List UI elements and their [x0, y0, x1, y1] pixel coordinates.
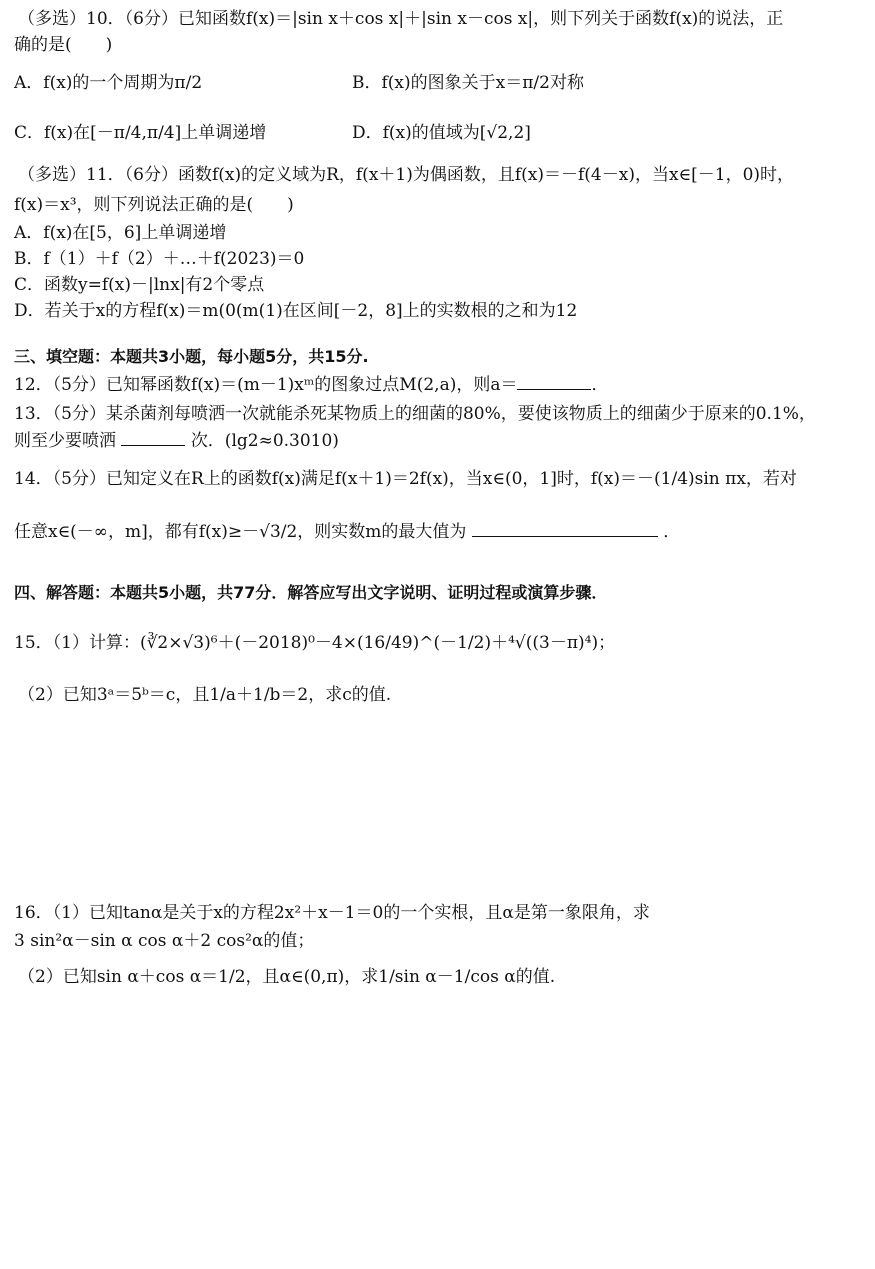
- q15-part2: （2）已知3ᵃ＝5ᵇ＝c，且1/a＋1/b＝2，求c的值.: [18, 685, 392, 705]
- q10-option-d: D．f(x)的值域为[√2,2]: [352, 123, 531, 143]
- q10-stem-line1: （多选）10．（6分）已知函数f(x)＝|sin x＋cos x|＋|sin x－cos x|，则下列关于函数f(x)的说法，正: [18, 9, 784, 29]
- answer-blank[interactable]: [472, 520, 658, 537]
- q14-line2: [14, 520, 680, 543]
- q13-line2: [14, 429, 339, 452]
- q16-part1-line1: 16．（1）已知tanα是关于x的方程2x²＋x－1＝0的一个实根，且α是第一象限角，求: [14, 903, 650, 923]
- q14-line1: 14．（5分）已知定义在R上的函数f(x)满足f(x＋1)＝2f(x)，当x∈(0，1]时，f(x)＝－(1/4)sin πx，若对: [14, 469, 797, 489]
- q14-line2-pre: 任意x∈(－∞，m]，都有f(x)≥－√3/2，则实数m的最大值为: [14, 522, 467, 542]
- answer-blank[interactable]: [121, 429, 185, 446]
- q12-text: [14, 373, 608, 396]
- q13-line2-post: 次．(lg2≈0.3010): [190, 431, 339, 451]
- answer-blank[interactable]: [517, 373, 591, 390]
- q11-option-a: A．f(x)在[5，6]上单调递增: [14, 223, 227, 243]
- q11-option-b: B．f（1）＋f（2）＋…＋f(2023)＝0: [14, 249, 305, 269]
- q16-part1-line2: 3 sin²α－sin α cos α＋2 cos²α的值；: [14, 931, 315, 951]
- q15-part1: 15．（1）计算：(∛2×√3)⁶＋(－2018)⁰－4×(16/49)^(－1/2)＋⁴√((3－π)⁴)；: [14, 633, 616, 653]
- q10-option-c: C．f(x)在[－π/4,π/4]上单调递增: [14, 123, 267, 143]
- section4-heading: 四、解答题：本题共5小题，共77分．解答应写出文字说明、证明过程或演算步骤．: [14, 583, 608, 602]
- q12-stem: 12．（5分）已知幂函数f(x)＝(m－1)xᵐ的图象过点M(2,a)，则a＝: [14, 375, 518, 395]
- q13-line1: 13．（5分）某杀菌剂每喷洒一次就能杀死某物质上的细菌的80%，要使该物质上的细菌少于原来的0.1%，: [14, 404, 816, 424]
- q11-stem-line2: f(x)＝x³，则下列说法正确的是( ): [14, 195, 294, 215]
- q10-option-a: A．f(x)的一个周期为π/2: [14, 73, 203, 93]
- q11-stem-line1: （多选）11．（6分）函数f(x)的定义域为R，f(x＋1)为偶函数，且f(x)＝－f(4－x)，当x∈[－1，0)时，: [18, 165, 795, 185]
- q16-part2: （2）已知sin α＋cos α＝1/2，且α∈(0,π)，求1/sin α－1/cos α的值.: [18, 967, 556, 987]
- q10-stem-line2: 确的是( ): [14, 35, 113, 55]
- q11-option-d: D．若关于x的方程f(x)＝m(0(m(1)在区间[－2，8]上的实数根的之和为12: [14, 301, 578, 321]
- q13-line2-pre: 则至少要喷洒: [14, 431, 116, 451]
- q11-option-c: C．函数y=f(x)－|lnx|有2个零点: [14, 275, 265, 295]
- section3-heading: 三、填空题：本题共3小题，每小题5分，共15分.: [14, 347, 369, 366]
- q10-option-b: B．f(x)的图象关于x＝π/2对称: [352, 73, 584, 93]
- q12-tail: ．: [591, 375, 609, 395]
- q14-line2-post: ．: [663, 522, 681, 542]
